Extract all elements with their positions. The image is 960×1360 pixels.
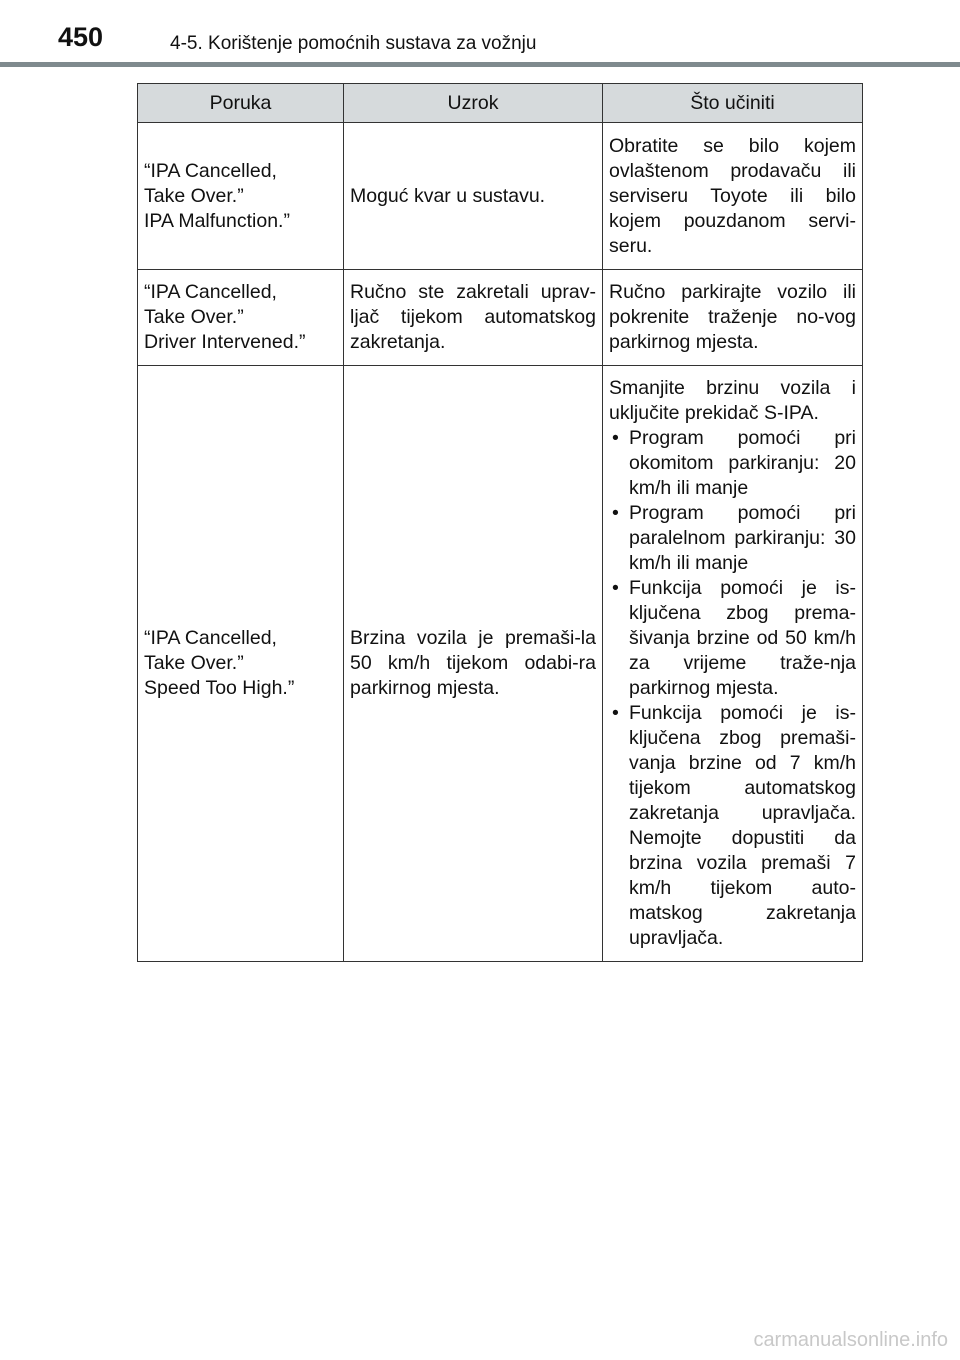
watermark: carmanualsonline.info <box>753 1329 948 1351</box>
table-row <box>138 123 863 270</box>
action-bullet-list <box>609 426 856 951</box>
message-line: Driver Intervened.” <box>144 331 306 353</box>
column-header-action: Što učiniti <box>603 84 863 123</box>
page-number: 450 <box>58 22 104 52</box>
message-line: “IPA Cancelled, <box>144 281 277 303</box>
action-intro: Smanjite brzinu vozila i uključite prekidač S-IPA. <box>609 377 856 424</box>
messages-table <box>137 83 863 962</box>
section-title: 4-5. Korištenje pomoćnih sustava za vožnju <box>170 33 537 54</box>
action-cell <box>603 366 863 962</box>
column-header-cause: Uzrok <box>344 84 603 123</box>
table-row <box>138 270 863 366</box>
table-row <box>138 366 863 962</box>
message-line: Speed Too High.” <box>144 677 295 699</box>
action-bullet: • Funkcija pomoći je is-ključena zbog premaši-vanja brzine od 7 km/h tijekom automatskog zakretanja upravljača. Nemojte dopustiti da brzina vozila premaši 7 km/h tijekom auto-matskog zakretanja upravljača. <box>609 701 856 951</box>
header-divider <box>0 62 960 67</box>
action-bullet: • Program pomoći pri paralelnom parkiranju: 30 km/h ili manje <box>609 501 856 576</box>
message-cell <box>138 270 344 366</box>
message-cell <box>138 123 344 270</box>
message-line: Take Over.” <box>144 306 244 328</box>
cause-cell: Brzina vozila je premaši-la 50 km/h tijekom odabi-ra parkirnog mjesta. <box>344 366 603 962</box>
cause-cell: Moguć kvar u sustavu. <box>344 123 603 270</box>
message-line: Take Over.” <box>144 652 244 674</box>
message-line: “IPA Cancelled, <box>144 627 277 649</box>
page-header <box>0 0 960 70</box>
action-bullet: • Funkcija pomoći je is-ključena zbog prema-šivanja brzine od 50 km/h za vrijeme traže-nja parkirnog mjesta. <box>609 576 856 701</box>
action-bullet: • Program pomoći pri okomitom parkiranju: 20 km/h ili manje <box>609 426 856 501</box>
action-cell: Obratite se bilo kojem ovlaštenom prodavaču ili serviseru Toyote ili bilo kojem pouzdanom servi-seru. <box>603 123 863 270</box>
action-cell: Ručno parkirajte vozilo ili pokrenite traženje no-vog parkirnog mjesta. <box>603 270 863 366</box>
column-header-message: Poruka <box>138 84 344 123</box>
message-line: Take Over.” <box>144 184 244 207</box>
message-cell <box>138 366 344 962</box>
cause-cell: Ručno ste zakretali uprav-ljač tijekom automatskog zakretanja. <box>344 270 603 366</box>
message-line: IPA Malfunction.” <box>144 209 290 232</box>
table-header-row <box>138 84 863 123</box>
message-line: “IPA Cancelled, <box>144 159 277 182</box>
